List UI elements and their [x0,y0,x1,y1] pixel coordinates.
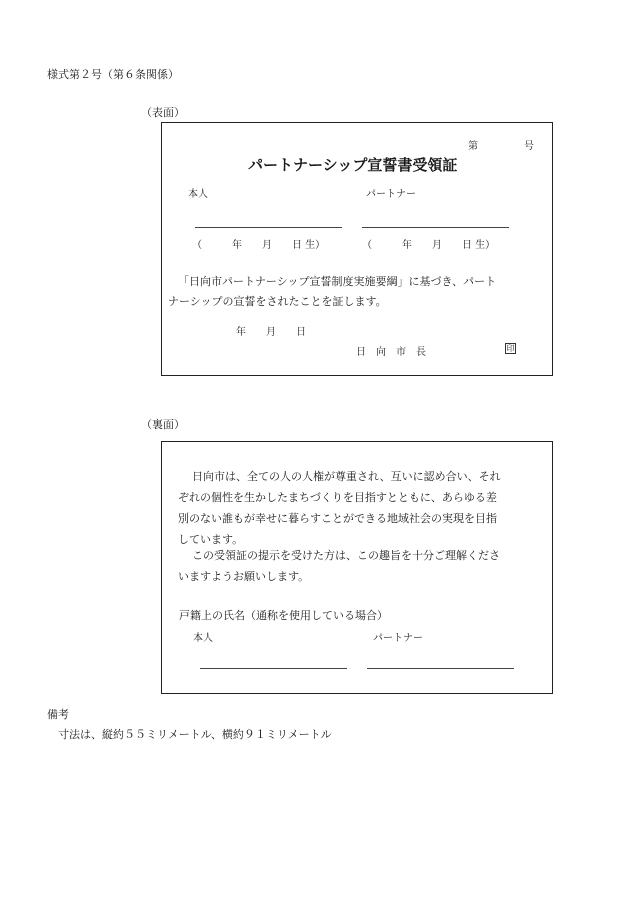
purpose-line1: 日向市は、全ての人の人権が尊重され、互いに認め合い、それ [192,470,501,483]
partner-name-line [362,227,509,228]
notes-heading: 備考 [47,708,69,721]
partner-label: パートナー [366,189,416,200]
card-title: パートナーシップ宣誓書受領証 [248,156,458,174]
certificate-text-line2: ナーシップの宣誓をされたことを証します。 [168,295,387,308]
form-number: 様式第２号（第６条関係） [47,68,179,81]
partner-birthdate: （ 年 月 日 生） [362,240,496,251]
front-card [161,122,553,376]
purpose-line4: しています。 [178,533,244,546]
back-partner-label: パートナー [373,633,423,644]
notes-dimensions: 寸法は、縦約５５ミリメートル、横約９１ミリメートル [58,728,332,741]
person-name-line [195,227,342,228]
certificate-number-prefix: 第 [468,141,478,152]
registered-name-heading: 戸籍上の氏名（通称を使用している場合） [179,609,388,622]
back-partner-name-line [367,668,514,669]
front-section-label: （表面） [141,106,185,119]
purpose-line2: ぞれの個性を生かしたまちづくりを目指すとともに、あらゆる差 [178,491,497,504]
back-person-name-line [200,668,347,669]
back-card [161,441,553,694]
issuer-mayor: 日 向 市 長 [356,347,426,358]
request-line2: いますようお願いします。 [178,570,310,583]
request-line1: この受領証の提示を受けた方は、この趣旨を十分ご理解くださ [192,549,500,562]
back-section-label: （裏面） [141,418,185,431]
back-person-label: 本人 [193,633,213,644]
certificate-text-line1: 「日向市パートナーシップ宣誓制度実施要綱」に基づき、パート [178,275,497,288]
purpose-line3: 別のない誰もが幸せに暮らすことができる地域社会の実現を目指 [178,512,497,525]
seal-mark: 印 [506,344,515,353]
issue-date: 年 月 日 [236,327,306,338]
person-label: 本人 [188,189,208,200]
person-birthdate: （ 年 月 日 生） [192,240,326,251]
certificate-number-suffix: 号 [524,141,534,152]
